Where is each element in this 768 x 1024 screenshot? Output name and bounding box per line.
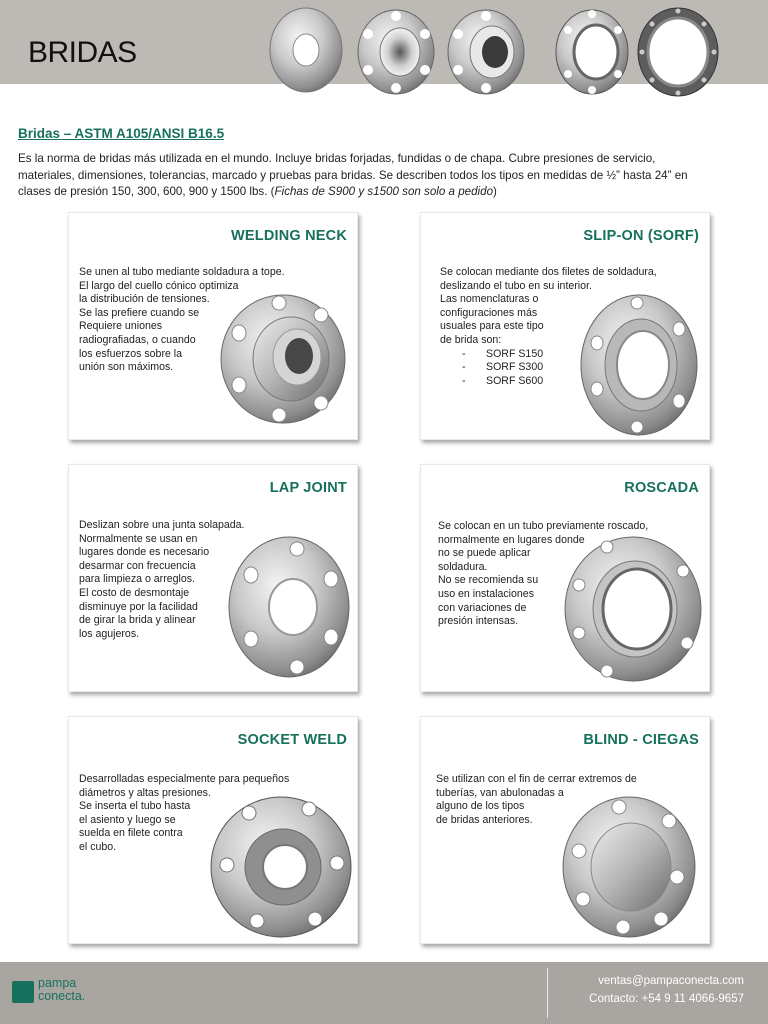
flange-slip-on-header-icon <box>358 10 434 94</box>
card-description: Se colocan en un tubo previamente roscado, normalmente en lugares donde no se puede aplicar soldadura. No se recomienda su uso en instalaciones con variaciones de presión intensas. <box>438 520 649 628</box>
card-description: Se unen al tubo mediante soldadura a tope. El largo del cuello cónico optimiza la distribución de tensiones. Se las prefiere cuando se Requiere uniones radiografiadas, o cuando los esfuerzos sobre la unión son máximos. <box>79 266 285 374</box>
footer-divider <box>547 968 548 1018</box>
card-title: SLIP-ON (SORF) <box>583 228 699 244</box>
page-title: BRIDAS <box>28 36 137 69</box>
list-item: - SORF S600 <box>462 375 657 389</box>
card-description: Desarrolladas especialmente para pequeños diámetros y altas presiones. Se inserta el tubo hasta el asiento y luego se suelda en filete contra el cubo. <box>79 773 290 853</box>
card-title: WELDING NECK <box>231 228 347 244</box>
flange-welding-neck-header-icon <box>448 10 524 94</box>
logo-mark-icon <box>12 981 34 1003</box>
flange-slip-on-icon <box>579 293 699 437</box>
intro-paragraph <box>18 151 748 201</box>
list-item: - SORF S150 <box>462 348 657 362</box>
logo-text: pampa conecta. <box>38 976 86 1003</box>
card-lap-joint <box>68 464 358 692</box>
intro-line: materiales, dimensiones, tolerancias, marcado y pruebas para bridas. Se describen todos los tipos en medidas de ½” hasta 24” en <box>18 168 688 182</box>
card-blind <box>420 716 710 944</box>
card-title: SOCKET WELD <box>237 732 347 748</box>
list-item: - SORF S300 <box>462 361 657 375</box>
email-link[interactable]: ventas@pampaconecta.com <box>598 975 744 987</box>
flange-flat-icon <box>270 8 342 92</box>
card-title: LAP JOINT <box>269 480 347 496</box>
card-slip-on <box>420 212 710 440</box>
flange-ring-header-icon <box>638 8 718 96</box>
flange-welding-neck-icon <box>219 293 351 425</box>
intro-line: Es la norma de bridas más utilizada en el mundo. Incluye bridas forjadas, fundidas o de chapa. Cubre presiones de servicio, <box>18 152 656 165</box>
card-socket-weld <box>68 716 358 944</box>
card-title: BLIND - CIEGAS <box>583 732 699 748</box>
intro-line: clases de presión 150, 300, 600, 900 y 1500 lbs. (Fichas de S900 y s1500 son solo a pedido) <box>18 185 497 198</box>
card-roscada <box>420 464 710 692</box>
section-title: Bridas – ASTM A105/ANSI B16.5 <box>18 126 225 141</box>
phone-contact[interactable]: Contacto: +54 9 11 4066-9657 <box>589 993 744 1005</box>
card-welding-neck <box>68 212 358 440</box>
card-description: Deslizan sobre una junta solapada. Normalmente se usan en lugares donde es necesario desarmar con frecuencia para limpieza o arreglos. El costo de desmontaje disminuye por la facilidad de girar la brida y alinear los agujeros. <box>79 519 245 640</box>
header-flanges-image <box>268 4 728 100</box>
pampa-conecta-logo <box>10 974 105 1014</box>
card-title: ROSCADA <box>624 480 699 496</box>
card-description: Se colocan mediante dos filetes de soldadura, deslizando el tubo en su interior. Las nomenclaturas o configuraciones más usuales para este tipo de brida son: - SORF S150 - SORF S300 - SORF S600 <box>440 266 657 388</box>
flange-lap-header-icon <box>556 10 628 94</box>
flange-socket-weld-icon <box>209 793 353 939</box>
flange-threaded-icon <box>563 535 703 683</box>
page-header <box>0 0 768 108</box>
flange-blind-icon <box>561 795 697 939</box>
footer-contact <box>589 972 744 1008</box>
flange-lap-joint-icon <box>227 535 353 681</box>
card-description: Se utilizan con el fin de cerrar extremos de tuberías, van abulonadas a alguno de los tipos de bridas anteriores. <box>436 773 637 826</box>
page-footer <box>0 962 768 1024</box>
